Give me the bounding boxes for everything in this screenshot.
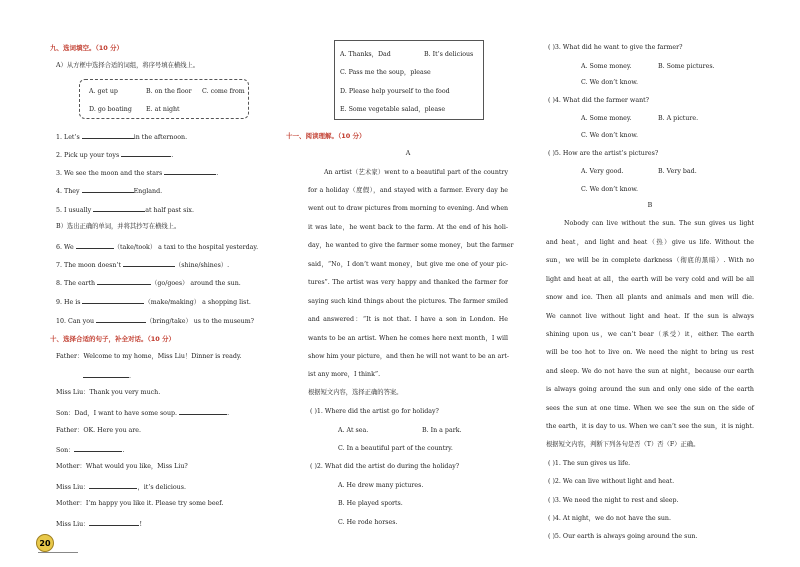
dialogue-line: Mother：What would you like，Miss Liu? [56,463,188,470]
passage-b-label: B [647,202,653,209]
answer-option: A. At sea. [338,427,369,434]
answer-option: B. A picture. [658,115,699,122]
answer-blank[interactable] [179,409,227,415]
question-item: 4. They England. [56,188,163,195]
answer-option: A. Some money. [581,115,632,122]
answer-blank[interactable] [83,372,129,378]
passage-b-line: snow and ice. Then all plants and animals and men will die. [546,294,754,301]
phrase-option: A. get up [89,88,118,95]
answer-option: C. We don’t know. [581,132,639,139]
phrase-option: D. go boating [89,106,132,113]
answer-blank[interactable] [82,187,134,193]
answer-blank[interactable] [96,317,146,323]
question-item: 1. Let’s in the afternoon. [56,134,188,141]
answer-option: B. Very bad. [658,168,697,175]
answer-option: C. We don’t know. [581,186,639,193]
answer-blank[interactable] [89,483,137,489]
passage-a-line: said，“No，I don’t want money，but give me one of your pic- [308,261,508,268]
phrase-option: E. at night [146,106,180,113]
passage-b-line: sees the sun at one time. When we see the sun on the side of [546,405,754,412]
dialogue-option: A. Thanks，Dad [340,51,391,58]
question-item: 3. We see the moon and the stars . [56,170,219,177]
answer-blank[interactable] [164,169,216,175]
passage-a-line: and answered：“It is not that. I have a son in London. He [308,316,508,323]
question-item: ( )3. What did he want to give the farmer? [548,44,683,51]
dialogue-line: Son： . [56,447,125,454]
passage-a-line: went out to draw pictures from morning to evening. And when [308,205,509,212]
passage-a-line: tures”. The artist was very happy and thanked the farmer for [308,279,508,286]
section-9-title: 九、选词填空。（10 分） [50,44,124,52]
dialogue-option: C. Pass me the soup，please [340,69,431,76]
question-item: 5. I usually at half past six. [56,207,194,214]
passage-b-line: the earth，it is day to us. When we can’t see the sun，it is night. [546,423,754,430]
true-false-item: ( )2. We can live without light and heat. [548,478,675,485]
section-10-title: 十、选择合适的句子，补全对话。（10 分） [50,335,176,343]
dialogue-line: . [83,372,131,380]
question-item: 6. We （take/took） a taxi to the hospital yesterday. [56,244,259,251]
passage-b-instruction: 根据短文内容，判断下列各句是否（T）否（F）正确。 [546,441,700,448]
dialogue-line: Miss Liu： ，it’s delicious. [56,484,186,491]
question-item: ( )2. What did the artist do during the holiday? [310,463,460,470]
passage-b-line: We cannot live without light and heat. If the sun is always [546,313,754,320]
passage-a-line: day，he wanted to give the farmer some money，but the farmer [308,242,514,249]
dialogue-line: Father：OK. Here you are. [56,427,142,434]
dialogue-option: B. It’s delicious [424,51,474,58]
answer-option: A. Some money. [581,63,632,70]
dialogue-line: Son：Dad，I want to have some soup. . [56,410,230,417]
dialogue-line: Miss Liu：Thank you very much. [56,389,161,396]
passage-a-line: ist any more，I think”. [308,371,381,378]
passage-a-line: wants to be an artist. When he comes here next month，I will [308,335,508,342]
answer-option: B. He played sports. [338,500,403,507]
page-number: 20 [36,534,54,552]
passage-a-line: saying such kind things about the pictures. The farmer smiled [308,298,508,305]
answer-option: A. He drew many pictures. [338,482,424,489]
question-item: 7. The moon doesn’t （shine/shines）. [56,262,230,269]
passage-b-line: light and heat at all，the earth will be very cold and will be all [546,276,754,283]
answer-option: A. Very good. [581,168,624,175]
passage-b-line: shining upon us，we can’t bear（承受）it，either. The earth [546,331,754,338]
phrase-option: C. come from [202,88,245,95]
answer-option: B. In a park. [422,427,462,434]
answer-blank[interactable] [74,446,122,452]
question-item: ( )1. Where did the artist go for holiday? [310,408,439,415]
dialogue-option: D. Please help yourself to the food [340,88,450,95]
passage-a-line: for a holiday（度假），and stayed with a farmer. Every day he [308,187,508,194]
answer-blank[interactable] [89,520,139,526]
answer-blank[interactable] [123,261,175,267]
passage-b-line: and sleep. We do not have the sun at night，because our earth [546,368,754,375]
passage-a-label: A [405,150,411,157]
answer-option: C. He rode horses. [338,519,398,526]
true-false-item: ( )4. At night，we do not have the sun. [548,515,671,522]
passage-b-line: sun，we will be in complete darkness（彻底的黑暗）. With no [546,257,754,264]
question-item: ( )5. How are the artist’s pictures? [548,150,659,157]
section-11-title: 十一、阅读理解。（10 分） [286,132,366,140]
page-number-underline [38,552,78,553]
dialogue-line: Mother：I’m happy you like it. Please try some beef. [56,500,224,507]
question-item: 8. The earth （go/goes） around the sun. [56,280,241,287]
passage-a-line: show him your picture，and then he will not want to be an art- [308,353,509,360]
passage-b-line: and heat，and light and heat（热）give us life. Without the [546,239,754,246]
question-item: ( )4. What did the farmer want? [548,97,650,104]
question-item: 2. Pick up your toys . [56,152,174,159]
answer-option: B. Some pictures. [658,63,715,70]
passage-a-instruction: 根据短文内容，选择正确的答案。 [308,389,403,396]
true-false-item: ( )1. The sun gives us life. [548,460,631,467]
dialogue-option: E. Some vegetable salad，please [340,106,446,113]
passage-b-line: Nobody can live without the sun. The sun gives us light [564,220,754,227]
answer-option: C. In a beautiful part of the country. [338,445,453,452]
passage-a-line: An artist（艺术家）went to a beautiful part of the country [324,169,508,176]
section-9-part-a-instruction: A）从方框中选择合适的词组，将序号填在横线上。 [56,62,200,69]
passage-a-line: it was late，he went back to the farm. At the end of his holi- [308,224,508,231]
answer-option: C. We don’t know. [581,79,639,86]
answer-blank[interactable] [121,151,171,157]
answer-blank[interactable] [93,206,145,212]
answer-blank[interactable] [82,298,144,304]
true-false-item: ( )3. We need the night to rest and sleep. [548,497,679,504]
question-item: 10. Can you （bring/take） us to the museum? [56,318,255,325]
question-item: 9. He is （make/making） a shopping list. [56,299,251,306]
true-false-item: ( )5. Our earth is always going around the sun. [548,533,698,540]
passage-b-line: is always going around the sun and only one side of the earth [546,386,754,393]
dialogue-line: Father：Welcome to my home，Miss Liu！Dinner is ready. [56,353,242,360]
section-9-part-b-instruction: B）选出正确的单词，并将其抄写在横线上。 [56,223,181,230]
phrase-option: B. on the floor [146,88,192,95]
answer-blank[interactable] [97,279,151,285]
passage-b-line: will be too hot to live on. We need the night to bring us rest [546,349,754,356]
answer-blank[interactable] [82,133,134,139]
answer-blank[interactable] [76,243,114,249]
dialogue-line: Miss Liu： ! [56,521,143,528]
